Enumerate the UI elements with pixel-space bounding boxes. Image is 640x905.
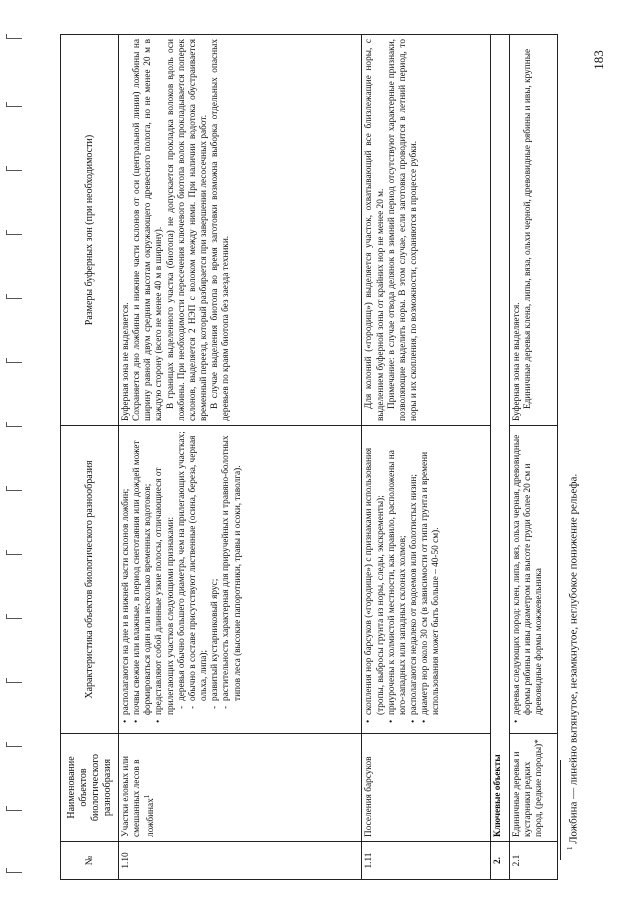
margin-mark: [6, 618, 22, 619]
buffer-paragraph: Единичные деревья клена, липы, вяза, ольхи черной, древовидные рябины и ивы, крупные: [523, 48, 534, 409]
list-item: • располагаются недалеко от водоемов или болотистых низин;: [409, 430, 420, 721]
list-item: • деревья следующих пород: клен, липа, вяз, ольха черная, древовидные формы рябины и ивы диаметром на высоте груди более 20 см и древовидные формы можжевельника: [512, 430, 545, 721]
row-buffer: [362, 35, 491, 426]
margin-mark: [6, 554, 22, 555]
row-characteristics: [119, 426, 362, 734]
page-number: 183: [591, 50, 606, 70]
table-row: [119, 35, 362, 880]
list-item: - обычно в составе присутствуют лиственные (осина, береза, черная ольха, липа);: [188, 430, 210, 707]
buffer-paragraph: Буферная зона не выделяется.: [121, 302, 131, 421]
margin-mark: [6, 38, 22, 39]
row-characteristics: [362, 426, 491, 734]
row-num: 2.1: [510, 842, 558, 880]
biodiversity-table: [60, 34, 558, 880]
buffer-paragraph: Буферная зона не выделяется.: [512, 302, 523, 421]
list-item: • располагаются на дне и в нижней части склонов ложбин;: [121, 430, 132, 721]
buffer-paragraph: Для колоний («городищ») выделяется участок, охватывающий все близлежащие норы, с выделением буферной зоны от крайних нор не менее 20 м.: [364, 39, 386, 421]
buffer-paragraph: Примечание: в случае отвода делянок в зимний период отсутствуют характерные признаки, позволяющие выделить норы. В этом случае, если заготовка проводится в летний период, то норы и их скопления, по возможности, сохраняются в процессе рубки.: [386, 39, 420, 421]
margin-mark: [6, 170, 22, 171]
row-name-text: Участки еловых или смешанных лесов в ложбинах: [121, 755, 157, 837]
list-item: - растительность характерная для приручейных и травяно-болотных типов леса (высокие папоротники, травы и осоки, таволга).: [221, 430, 243, 707]
section-row: [491, 35, 510, 880]
table-row: [510, 35, 558, 880]
row-name: Поселения барсуков: [362, 734, 491, 842]
list-item: • диаметр нор около 30 см (в зависимости от типа грунта и времени использования может быть больше – 40-50 см).: [420, 430, 442, 721]
buffer-paragraph: Сохраняется дно ложбины и нижние части склонов от оси (центральной линии) ложбины на ширину равной двум средним высотам окружающего древесного полога, но не менее 20 м в каждую сторону (всего не менее 40 м в ширину).: [132, 39, 165, 421]
characteristics-list: [364, 430, 442, 729]
row-num: 1.11: [362, 842, 491, 880]
margin-mark: [6, 490, 22, 491]
margin-mark: [6, 234, 22, 235]
list-item: • скопления нор барсуков («городище») с признаками использования (тропы, выбросы грунта из норы, следы, экскременты);: [364, 430, 386, 721]
margin-mark: [6, 746, 22, 747]
margin-mark: [6, 362, 22, 363]
footnote-rule: [560, 760, 561, 860]
section-num: 2.: [491, 842, 510, 880]
row-buffer: [510, 35, 558, 426]
list-item: • почвы свежие или влажные, в период снеготаяния или дождей может формироваться один или несколько временных водотоков;: [132, 430, 154, 721]
section-title: Ключевые объекты: [491, 35, 510, 842]
buffer-paragraph: В случае выделения биотопа во время заготовки возможна выборка отдельных опасных деревьев по краям биотопа без заезда техники.: [210, 39, 232, 421]
list-item: - развитый кустарниковый ярус;: [210, 430, 221, 707]
margin-mark: [6, 298, 22, 299]
header-characteristics: Характеристика объектов биологического разнообразия: [61, 426, 119, 734]
list-item: • представляют собой длинные узкие полосы, отличающиеся от прилегающих участков следующими признаками:: [154, 430, 176, 721]
row-buffer: [119, 35, 362, 426]
row-name: Единичные деревья и кустарники редких пород, (редкие породы)*: [510, 734, 558, 842]
characteristics-list: [512, 430, 545, 729]
footnote-text: Ложбина — линейно вытянутое, незамкнутое, неглубокое понижение рельефа.: [567, 473, 580, 844]
row-characteristics: [510, 426, 558, 734]
footnote-marker: 1: [566, 846, 574, 850]
list-item: - деревья обычно большего диаметра, чем на прилегающих участках;: [177, 430, 188, 707]
characteristics-list: [121, 430, 244, 729]
row-name: [119, 734, 362, 842]
margin-mark: [6, 106, 22, 107]
margin-mark: [6, 810, 22, 811]
row-num: 1.10: [119, 842, 362, 880]
margin-mark: [6, 682, 22, 683]
header-buffer: Размеры буферных зон (при необходимости): [61, 35, 119, 426]
header-name: Наименование объектов биологического разнообразия: [61, 734, 119, 842]
margin-mark: [6, 426, 22, 427]
header-num: №: [61, 842, 119, 880]
table-row: [362, 35, 491, 880]
footnote-ref: 1: [143, 794, 152, 799]
footnote: [566, 470, 580, 850]
rotated-table-frame: [60, 35, 558, 880]
list-item: • приурочены к холмистой местности, как правило, расположены на юго-западных или западных склонах холмов;: [387, 430, 409, 721]
buffer-paragraph: В границах выделенного участка (биотопа) не допускается прокладка волоков вдоль оси ложбины. При необходимости пересечения ключевого биотопа волок прокладывается поперек склонов, выделяется 2 НЭП с волоком между ними. При наличии водотока обустраивается временный переезд, который разбирается при завершении лесосечных работ.: [165, 39, 210, 421]
table-header-row: [61, 35, 119, 880]
margin-mark: [6, 872, 22, 873]
